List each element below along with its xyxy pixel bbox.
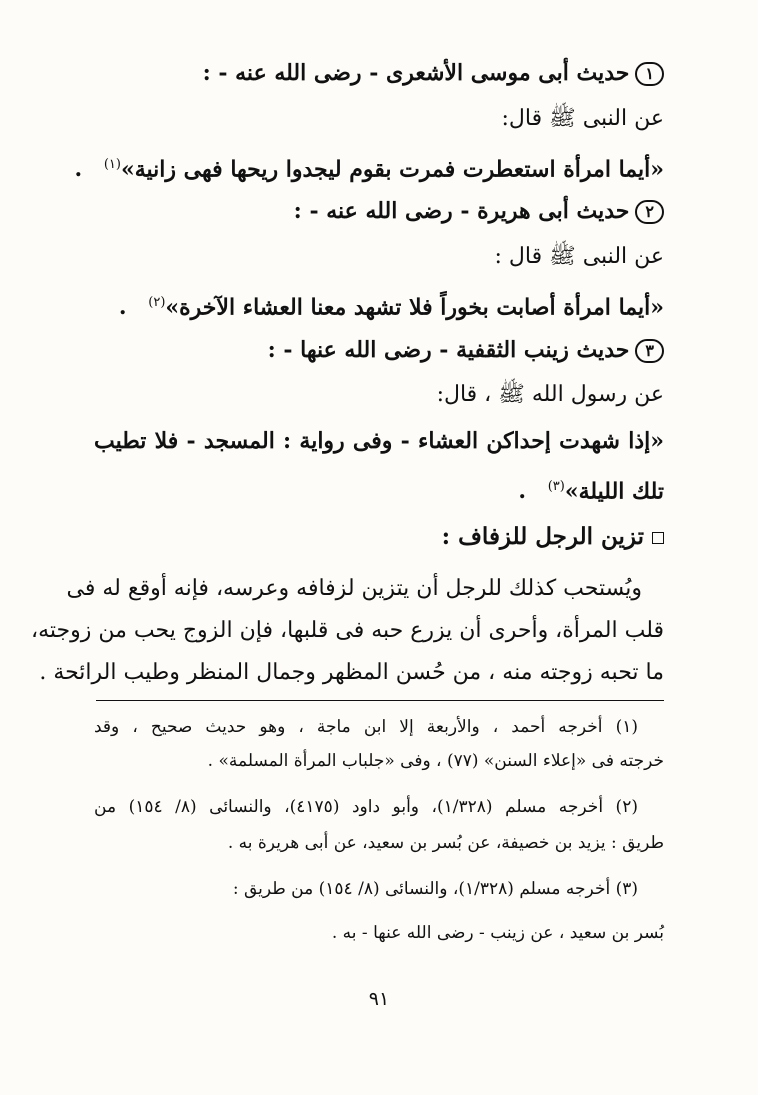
hadith-number-badge: ٢ (635, 200, 664, 224)
footnote-2-line-1: (٢) أخرجه مسلم (١/٣٢٨)، وأبو داود (٤١٧٥)، والنسائى (٨/ ١٥٤) من (94, 797, 638, 817)
page-number: ٩١ (368, 988, 390, 1010)
paragraph-line-1: ويُستحب كذلك للرجل أن يتزين لزفافه وعرسه، فإنه أوقع له فى (66, 576, 642, 601)
section-heading: تزين الرجل للزفاف : (94, 520, 664, 554)
footnote-3-line-1: (٣) أخرجه مسلم (١/٣٢٨)، والنسائى (٨/ ١٥٤) من طريق : (232, 879, 638, 899)
paragraph-line-2: قلب المرأة، وأحرى أن يزرع حبه فى قلبها، فإن الزوج يحب من زوجته، (31, 618, 664, 643)
hadith-number-badge: ٣ (635, 339, 664, 363)
hadith-1-text: «أيما امرأة استعطرت فمرت بقوم ليجدوا ريحها فهى زانية»$^{(١)}$ . (74, 156, 664, 183)
footnote-1-line-2: خرجته فى «إعلاء السنن» (٧٧) ، وفى «جلباب المرأة المسلمة» . (207, 751, 664, 771)
hadith-3-heading: ٣حديث زينب الثقفية - رضى الله عنها - : (94, 333, 664, 367)
paragraph-line-3: ما تحبه زوجته منه ، من حُسن المظهر وجمال المنظر وطيب الرائحة . (39, 660, 664, 685)
hadith-3-intro: عن رسول الله ﷺ ، قال: (436, 382, 664, 407)
hadith-1-intro: عن النبى ﷺ قال: (501, 106, 664, 131)
hadith-1-heading: ١حديث أبى موسى الأشعرى - رضى الله عنه - : (94, 56, 664, 90)
hadith-number-badge: ١ (635, 62, 664, 86)
footnote-ref: (١) (103, 157, 121, 172)
hadith-3-text-line-1: «إذا شهدت إحداكن العشاء - وفى رواية : المسجد - فلا تطيب (94, 428, 664, 454)
hadith-2-text: «أيما امرأة أصابت بخوراً فلا تشهد معنا العشاء الآخرة»$^{(٢)}$ . (118, 294, 664, 321)
footnote-ref: (٣) (547, 479, 565, 494)
footnote-ref: (٢) (148, 295, 166, 310)
footnote-2-line-2: طريق : يزيد بن خصيفة، عن بُسر بن سعيد، عن أبى هريرة به . (227, 833, 664, 853)
footnote-3-line-2: بُسر بن سعيد ، عن زينب - رضى الله عنها - به . (331, 923, 664, 943)
square-bullet-icon (652, 532, 664, 544)
hadith-3-text-line-2: تلك الليلة»$^{(٣)}$ . (518, 478, 664, 505)
hadith-2-intro: عن النبى ﷺ قال : (494, 244, 664, 269)
footnote-1-line-1: (١) أخرجه أحمد ، والأربعة إلا ابن ماجة ، وهو حديث صحيح ، وقد (94, 717, 638, 737)
hadith-2-heading: ٢حديث أبى هريرة - رضى الله عنه - : (94, 194, 664, 228)
footnote-divider (96, 700, 664, 701)
